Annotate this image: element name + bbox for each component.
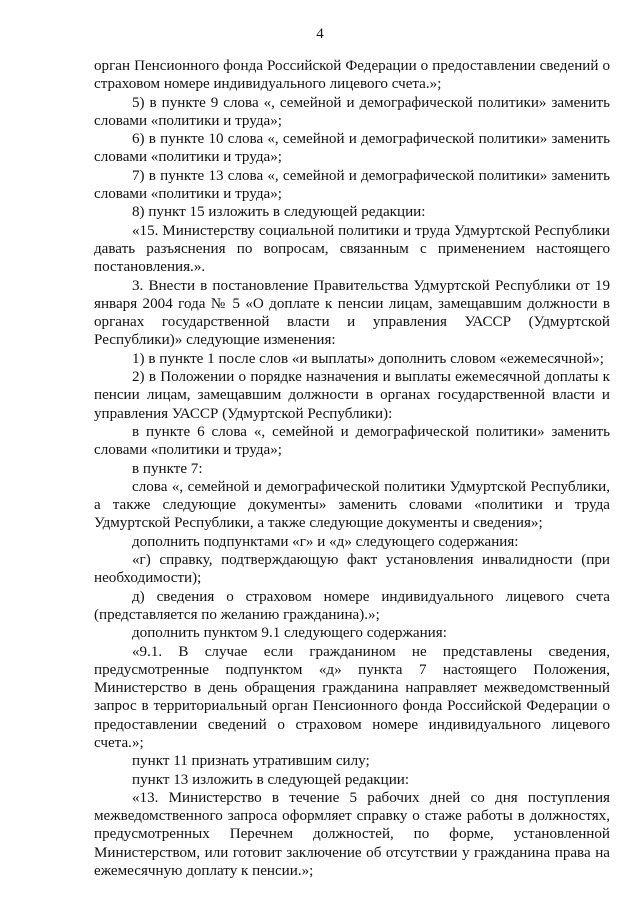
paragraph: 2) в Положении о порядке назначения и выплаты ежемесячной доплаты к пенсии лицам, замещавшим должности в органах государственной власти и управления УАССР (Удмуртской Республики):	[94, 369, 610, 422]
paragraph: в пункте 7:	[132, 460, 203, 477]
document-body	[94, 57, 610, 880]
paragraph: в пункте 6 слова «, семейной и демографической политики» заменить словами «политики и труда»;	[94, 423, 610, 459]
paragraph: «9.1. В случае если гражданином не представлены сведения, предусмотренные подпунктом «д» пункта 7 настоящего Положения, Министерство в день обращения гражданина направляет межведомственный запрос в территориальный орган Пенсионного фонда Российской Федерации о предоставлении сведений о страховом номере индивидуального лицевого счета.»;	[94, 643, 610, 751]
paragraph: «15. Министерству социальной политики и труда Удмуртской Республики давать разъяснения по вопросам, связанным с применением настоящего постановления.».	[94, 222, 610, 276]
paragraph: «г) справку, подтверждающую факт установления инвалидности (при необходимости);	[94, 552, 610, 587]
paragraph: дополнить подпунктами «г» и «д» следующего содержания:	[132, 533, 519, 550]
paragraph: 5) в пункте 9 слова «, семейной и демографической политики» заменить словами «политики и труда»;	[94, 94, 610, 129]
paragraph: «13. Министерство в течение 5 рабочих дней со дня поступления межведомственного запроса оформляет справку о стаже работы в должностях, предусмотренных Перечнем должностей, по форме, установленной Министерством, или готовит заключение об отсутствии у гражданина права на ежемесячную доплату к пенсии.»;	[94, 789, 610, 880]
paragraph: дополнить пунктом 9.1 следующего содержания:	[132, 625, 447, 642]
paragraph: д) сведения о страховом номере индивидуального лицевого счета (представляется по желанию гражданина).»;	[94, 588, 610, 623]
paragraph: 8) пункт 15 изложить в следующей редакции:	[132, 204, 426, 221]
paragraph: 6) в пункте 10 слова «, семейной и демографической политики» заменить словами «политики и труда»;	[94, 131, 610, 166]
paragraph: пункт 11 признать утратившим силу;	[132, 753, 370, 770]
page-number: 4	[316, 26, 324, 42]
paragraph: 3. Внести в постановление Правительства Удмуртской Республики от 19 января 2004 года № 5 «О доплате к пенсии лицам, замещавшим должности в органах государственной власти и управления УАССР (Удмуртской Республики)» следующие изменения:	[94, 277, 610, 349]
paragraph: слова «, семейной и демографической политики Удмуртской Республики, а также следующие документы» заменить словами «политики и труда Удмуртской Республики, а также следующие документы и сведения»;	[94, 478, 610, 532]
paragraph: 7) в пункте 13 слова «, семейной и демографической политики» заменить словами «политики и труда»;	[94, 167, 610, 203]
paragraph: орган Пенсионного фонда Российской Федерации о предоставлении сведений о страховом номере индивидуального лицевого счета.»;	[94, 58, 610, 93]
paragraph: пункт 13 изложить в следующей редакции:	[132, 771, 410, 788]
paragraph: 1) в пункте 1 после слов «и выплаты» дополнить словом «ежемесячной»;	[132, 350, 604, 367]
